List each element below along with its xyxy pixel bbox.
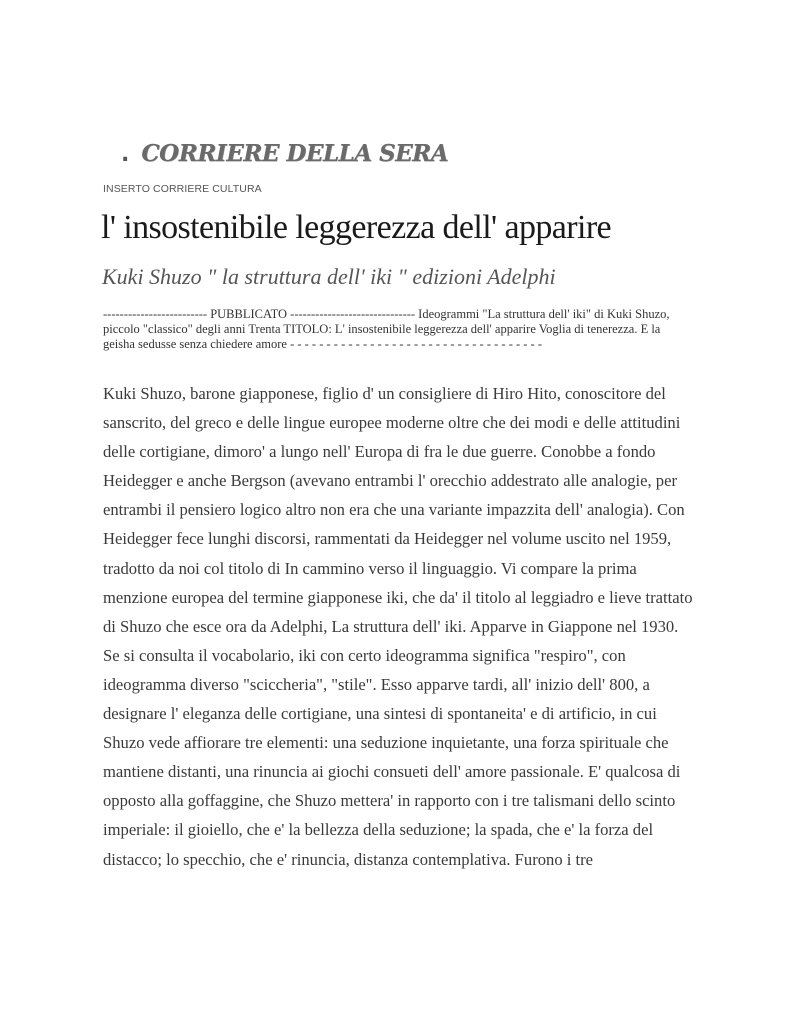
newspaper-logo: CORRIERE DELLA SERA	[141, 140, 449, 167]
publication-metadata: ------------------------- PUBBLICATO ------------------------------ Ideogrammi "La struttura dell' iki" di Kuki Shuzo, piccolo "classico" degli anni Trenta TITOLO: L' insostenibile leggerezza dell' apparire Voglia di tenerezza. E la geisha sedusse senza chiedere amore - - - - - - - - - - - - - - - - - - - - - - - - - - - - - - - - - - -	[103, 307, 670, 351]
article-subheadline: Kuki Shuzo " la struttura dell' iki " edizioni Adelphi	[102, 264, 556, 289]
article-body: Kuki Shuzo, barone giapponese, figlio d' un consigliere di Hiro Hito, conoscitore del sanscrito, del greco e delle lingue europee moderne oltre che dei modi e delle attitudini delle cortigiane, dimoro' a lungo nell' Europa di fra le due guerre. Conobbe a fondo Heidegger e anche Bergson (avevano entrambi l' orecchio addestrato alle analogie, per entrambi il pensiero logico altro non era che una variante impazzita dell' analogia). Con Heidegger fece lunghi discorsi, rammentati da Heidegger nel volume uscito nel 1959, tradotto da noi col titolo di In cammino verso il linguaggio. Vi compare la prima menzione europea del termine giapponese iki, che da' il titolo al leggiadro e lieve trattato di Shuzo che esce ora da Adelphi, La struttura dell' iki. Apparve in Giappone nel 1930. Se si consulta il vocabolario, iki con certo ideogramma significa "respiro", con ideogramma diverso "sciccheria", "stile". Esso apparve tardi, all' inizio dell' 800, a designare l' eleganza delle cortigiane, una sintesi di spontaneita' e di artificio, in cui Shuzo vede affiorare tre elementi: una seduzione inquietante, una forza spirituale che mantiene distanti, una rinuncia ai giochi consueti dell' amore passionale. E' qualcosa di opposto alla goffaggine, che Shuzo mettera' in rapporto con i tre talismani dello scinto imperiale: il gioiello, che e' la bellezza della seduzione; la spada, che e' la forza del distacco; lo specchio, che e' rinuncia, distanza contemplativa. Furono i tre	[103, 384, 693, 869]
article-headline: l' insostenibile leggerezza dell' apparire	[101, 209, 612, 246]
masthead	[121, 140, 448, 167]
section-label: INSERTO CORRIERE CULTURA	[103, 183, 262, 195]
masthead-bullet: .	[121, 142, 130, 167]
